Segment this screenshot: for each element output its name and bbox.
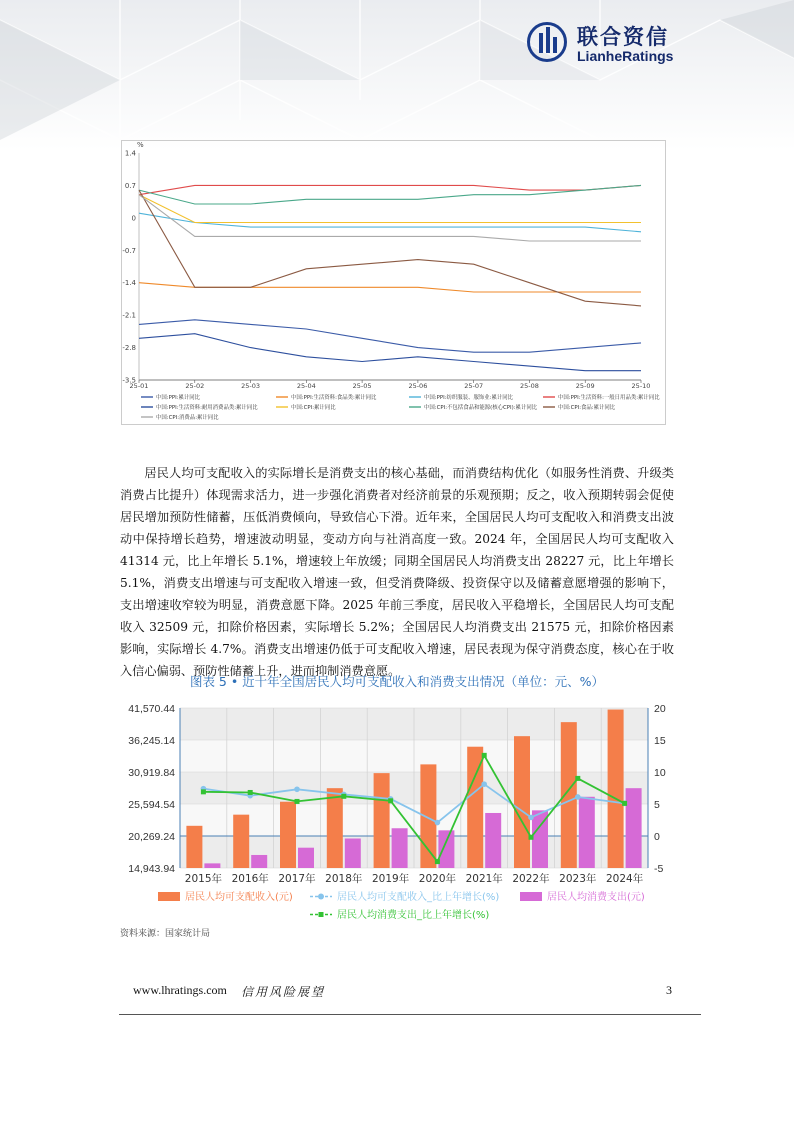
chart2-consumption-growth-point bbox=[529, 835, 534, 840]
chart2-bar-income bbox=[327, 788, 343, 868]
chart2-bar-income bbox=[374, 773, 390, 868]
chart2-legend-swatch bbox=[158, 892, 180, 901]
price-index-chart-svg bbox=[121, 140, 666, 425]
chart1-series-line-4 bbox=[139, 185, 641, 194]
chart1-ytick-label: 0 bbox=[131, 214, 136, 223]
footer-website-link[interactable]: www.lhratings.com bbox=[133, 983, 227, 997]
chart1-xtick-label: 25-04 bbox=[296, 382, 316, 390]
chart2-category-label: 2017年 bbox=[278, 873, 316, 885]
chart2-legend-swatch bbox=[520, 892, 542, 901]
chart2-bar-consumption bbox=[485, 813, 501, 868]
chart1-xtick-label: 25-05 bbox=[352, 382, 372, 390]
chart2-category-label: 2024年 bbox=[605, 873, 644, 885]
chart2-right-tick-label: 0 bbox=[654, 831, 660, 843]
chart1-series-line-9 bbox=[139, 195, 641, 241]
chart2-legend-label: 居民人均消费支出_比上年增长(%) bbox=[337, 910, 490, 921]
chart1-xtick-label: 25-07 bbox=[464, 382, 484, 390]
chart2-category-label: 2018年 bbox=[325, 873, 363, 885]
logo-chinese-name: 联合资信 bbox=[577, 25, 669, 49]
page-number: 3 bbox=[666, 983, 672, 997]
chart1-legend-label: 中国:PPI:纺织服装、服饰业:累计同比 bbox=[424, 395, 514, 401]
chart2-legend-label: 居民人均可支配收入(元) bbox=[185, 892, 293, 903]
chart2-bar-income bbox=[186, 826, 202, 868]
chart2-consumption-growth-point bbox=[575, 776, 580, 781]
chart2-bar-income bbox=[514, 736, 530, 868]
chart2-category-label: 2016年 bbox=[231, 873, 269, 885]
chart2-consumption-growth-point bbox=[482, 753, 487, 758]
chart2-consumption-growth-point bbox=[201, 789, 206, 794]
chart2-income-growth-point bbox=[528, 815, 534, 821]
chart2-bar-income bbox=[280, 802, 296, 868]
logo-english-name: LianheRatings bbox=[577, 48, 674, 64]
chart2-bar-income bbox=[608, 710, 624, 868]
chart2-bar-consumption bbox=[298, 848, 314, 868]
price-index-line-chart bbox=[121, 140, 666, 425]
chart1-xtick-label: 25-08 bbox=[519, 382, 539, 390]
chart1-legend-label: 中国:CPI:不包括食品和能源(核心CPI):累计同比 bbox=[424, 405, 538, 411]
chart1-unit-label: % bbox=[137, 141, 144, 149]
chart2-legend-marker bbox=[319, 912, 324, 917]
chart1-series-line-5 bbox=[139, 334, 641, 371]
chart2-right-tick-label: 20 bbox=[654, 703, 666, 715]
body-paragraph: 居民人均可支配收入的实际增长是消费支出的核心基础，而消费结构优化（如服务性消费、升级类消费占比提升）体现需求活力，进一步强化消费者对经济前景的乐观预期；反之，收入预期转弱会促使居民增加预防性储蓄，压低消费倾向，导致信心下滑。近年来，全国居民人均可支配收入和消费支出波动中保持增长趋势，增速波动明显，变动方向与社消高度一致。2024 年，全国居民人均可支配收入 41314 元，比上年增长 5.1%，增速较上年放缓；同期全国居民人均消费支出 28227 元，比上年增长 5.1%，消费支出增速与可支配收入增速一致，但受消费降级、投资保守以及储蓄意愿增强的影响下，支出增速收窄较为明显，消费意愿下降。2025 年前三季度，居民收入平稳增长，全国居民人均可支配收入 32509 元，扣除价格因素，实际增长 5.2%；全国居民人均消费支出 21575 元，扣除价格因素影响，实际增长 4.7%。消费支出增速仍低于可支配收入增速，居民表现为保守消费态度，核心在于收入信心偏弱、预防性储蓄上升，进而抑制消费意愿。 bbox=[120, 466, 674, 678]
chart2-left-tick-label: 14,943.94 bbox=[128, 863, 175, 875]
chart2-bar-consumption bbox=[392, 828, 408, 868]
chart2-bar-consumption bbox=[626, 788, 642, 868]
chart2-bar-consumption bbox=[251, 855, 267, 868]
logo-mark-icon bbox=[527, 22, 567, 62]
chart1-series-line-7 bbox=[139, 185, 641, 204]
chart2-bar-income bbox=[233, 815, 249, 868]
chart2-category-label: 2021年 bbox=[465, 873, 503, 885]
footer-divider bbox=[119, 1014, 701, 1015]
chart2-consumption-growth-point bbox=[622, 801, 627, 806]
chart1-legend-label: 中国:CPI:累计同比 bbox=[291, 405, 336, 411]
chart2-left-tick-label: 25,594.54 bbox=[128, 799, 175, 811]
chart1-xtick-label: 25-01 bbox=[129, 382, 149, 390]
chart2-bar-consumption bbox=[204, 863, 220, 868]
chart1-ytick-label: -2.8 bbox=[122, 344, 136, 353]
chart1-xtick-label: 25-10 bbox=[631, 382, 651, 390]
chart2-income-growth-point bbox=[294, 786, 300, 792]
chart2-right-tick-label: -5 bbox=[654, 863, 664, 875]
chart2-income-growth-point bbox=[481, 781, 487, 787]
chart1-ytick-label: -0.7 bbox=[122, 246, 136, 255]
chart1-xtick-label: 25-02 bbox=[185, 382, 205, 390]
chart1-ytick-label: 1.4 bbox=[124, 149, 136, 158]
chart1-legend-label: 中国:CPI:食品:累计同比 bbox=[558, 405, 616, 411]
chart1-legend-label: 中国:PPI:生活资料:耐用消费品类:累计同比 bbox=[156, 405, 258, 411]
chart2-bar-consumption bbox=[438, 830, 454, 868]
chart2-bar-consumption bbox=[345, 839, 361, 868]
chart1-xtick-label: 25-06 bbox=[408, 382, 428, 390]
chart2-bar-consumption bbox=[579, 797, 595, 868]
chart2-category-label: 2020年 bbox=[418, 873, 457, 885]
chart2-consumption-growth-point bbox=[295, 799, 300, 804]
chart2-consumption-growth-point bbox=[341, 794, 346, 799]
chart1-legend-label: 中国:PPI:生活资料:一般日用品类:累计同比 bbox=[558, 395, 660, 401]
chart2-category-label: 2019年 bbox=[371, 873, 410, 885]
chart2-category-label: 2015年 bbox=[184, 873, 223, 885]
chart1-ytick-label: 0.7 bbox=[124, 181, 136, 190]
chart2-bar-income bbox=[561, 722, 577, 868]
chart1-series-line-8 bbox=[139, 190, 641, 306]
chart1-legend-label: 中国:PPI:生活资料:食品类:累计同比 bbox=[291, 395, 377, 401]
chart2-left-tick-label: 41,570.44 bbox=[128, 703, 175, 715]
chart1-ytick-label: -2.1 bbox=[122, 311, 136, 320]
chart1-xtick-label: 25-09 bbox=[575, 382, 595, 390]
chart2-category-label: 2023年 bbox=[559, 873, 597, 885]
chart1-legend-label: 中国:PPI:累计同比 bbox=[156, 395, 201, 401]
chart2-left-tick-label: 20,269.24 bbox=[128, 831, 175, 843]
chart2-right-tick-label: 5 bbox=[654, 799, 660, 811]
chart2-category-label: 2022年 bbox=[512, 873, 550, 885]
income-consumption-chart bbox=[120, 698, 674, 930]
chart2-right-tick-label: 10 bbox=[654, 767, 666, 779]
chart2-right-tick-label: 15 bbox=[654, 735, 666, 747]
chart1-ytick-label: -1.4 bbox=[122, 279, 136, 288]
chart2-legend-label: 居民人均可支配收入_比上年增长(%) bbox=[337, 892, 500, 903]
income-consumption-chart-svg bbox=[120, 698, 674, 930]
chart2-left-tick-label: 36,245.14 bbox=[128, 735, 175, 747]
chart1-xtick-label: 25-03 bbox=[241, 382, 261, 390]
data-source: 资料来源：国家统计局 bbox=[120, 929, 211, 939]
chart2-consumption-growth-point bbox=[248, 790, 253, 795]
chart1-series-line-1 bbox=[139, 320, 641, 352]
footer-motto: 信用风险展望 bbox=[241, 985, 326, 999]
figure-5-title: 图表 5 • 近十年全国居民人均可支配收入和消费支出情况（单位：元、%） bbox=[189, 674, 605, 689]
chart2-legend-label: 居民人均消费支出(元) bbox=[547, 892, 645, 903]
chart1-legend-label: 中国:CPI:消费品:累计同比 bbox=[156, 415, 219, 421]
chart2-consumption-growth-point bbox=[388, 798, 393, 803]
chart2-consumption-growth-point bbox=[435, 859, 440, 864]
chart2-income-growth-point bbox=[435, 820, 441, 826]
chart2-legend-marker bbox=[318, 894, 324, 900]
chart2-income-growth-point bbox=[575, 794, 581, 800]
chart1-ytick-label: -3.5 bbox=[122, 376, 136, 385]
chart2-left-tick-label: 30,919.84 bbox=[128, 767, 175, 779]
company-logo[interactable] bbox=[527, 22, 687, 66]
